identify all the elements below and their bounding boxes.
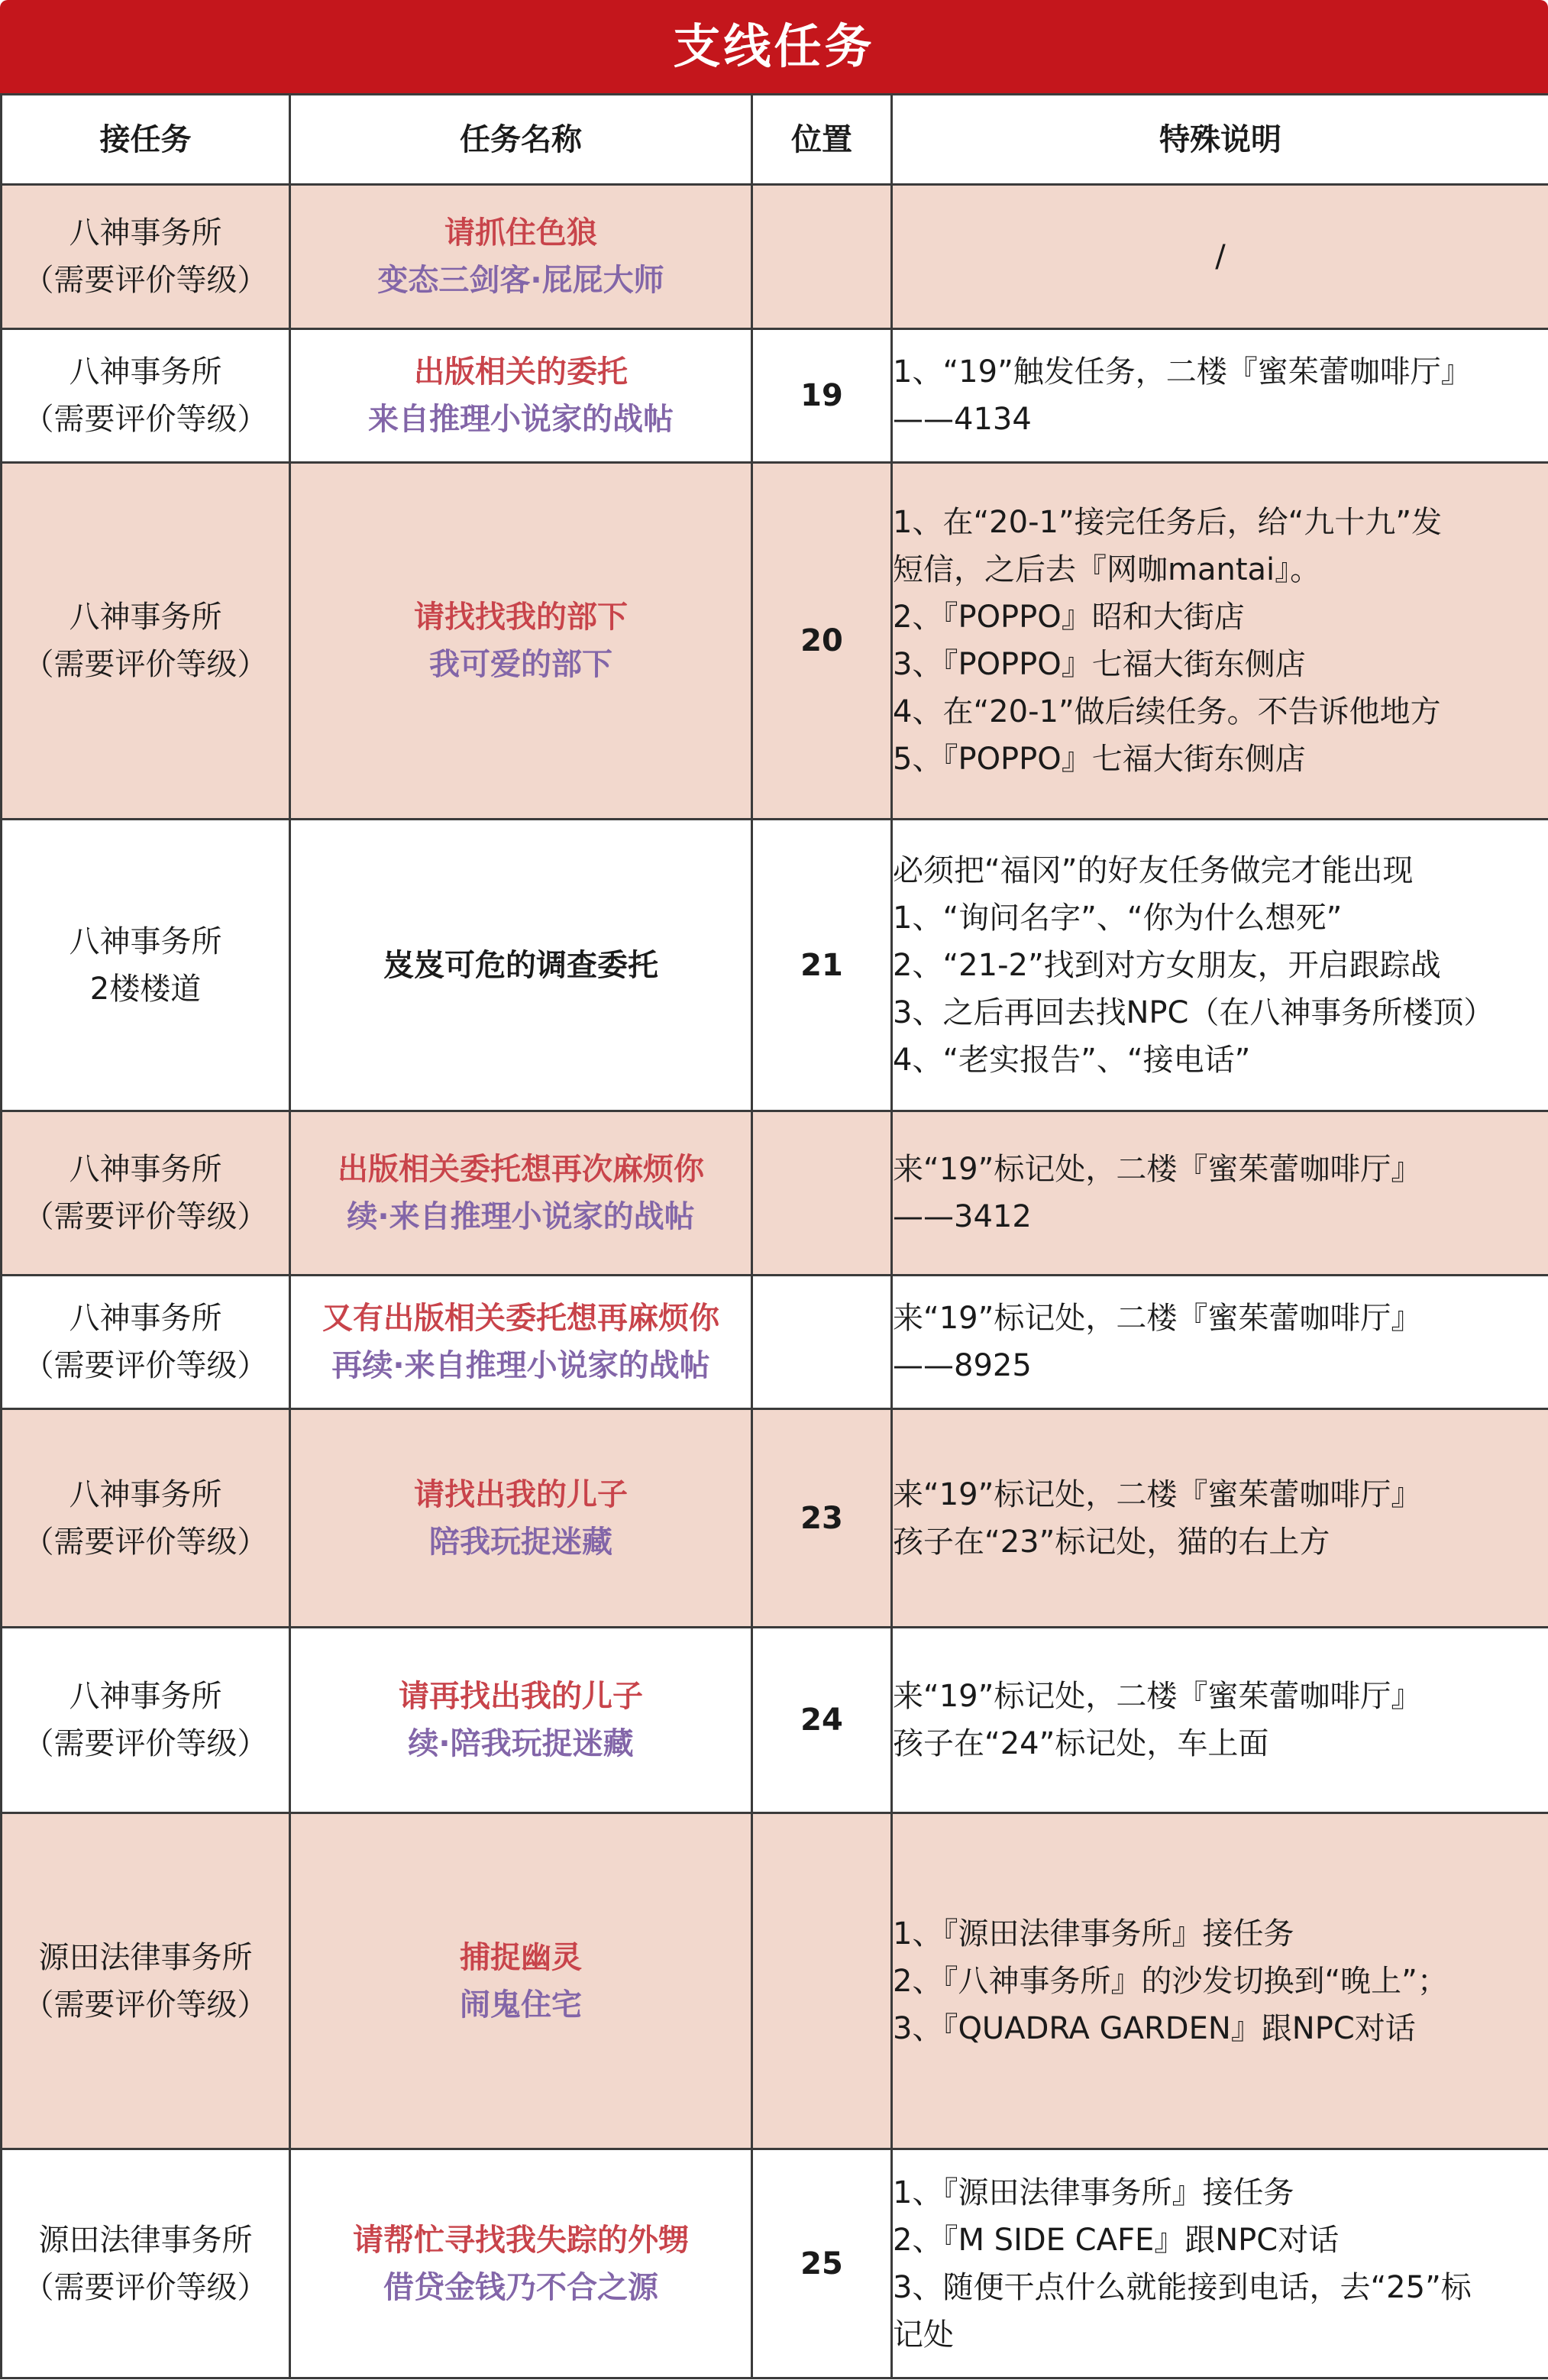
quest-giver: 八神事务所 (69, 1476, 222, 1512)
quest-giver: 八神事务所 (69, 923, 222, 959)
quest-notes-cell (892, 185, 1548, 329)
column-header-giver: 接任务 (2, 95, 290, 185)
quest-name: 请找找我的部下 (414, 600, 628, 635)
column-header-notes: 特殊说明 (892, 95, 1548, 185)
quest-giver-cell (2, 1276, 290, 1409)
quest-giver-note: （需要评价等级） (23, 2269, 268, 2305)
quest-name: 请抓住色狼 (444, 215, 597, 251)
quest-giver-cell (2, 185, 290, 329)
quest-table (0, 93, 1548, 2379)
quest-location (752, 1111, 892, 1276)
column-header-location: 位置 (752, 95, 892, 185)
quest-note: 来“19”标记处，二楼『蜜茱蕾咖啡厅』 (893, 1301, 1422, 1336)
quest-name: 请再找出我的儿子 (399, 1679, 643, 1714)
page-title: 支线任务 (0, 0, 1548, 93)
quest-giver-cell (2, 1628, 290, 1813)
quest-name: 岌岌可危的调查委托 (383, 947, 658, 983)
quest-note: 来“19”标记处，二楼『蜜茱蕾咖啡厅』 (893, 1476, 1422, 1512)
quest-name-cell (290, 463, 752, 820)
quest-note: 1、『源田法律事务所』接任务 (893, 1916, 1294, 1952)
quest-subtitle: 续·陪我玩捉迷藏 (408, 1726, 634, 1761)
table-row (2, 2149, 1548, 2378)
quest-location (752, 1813, 892, 2149)
quest-note: 4、“老实报告”、“接电话” (893, 1042, 1251, 1078)
quest-note: 来“19”标记处，二楼『蜜茱蕾咖啡厅』 (893, 1152, 1422, 1187)
quest-note: 2、『八神事务所』的沙发切换到“晚上”； (893, 1963, 1448, 1999)
quest-note: / (1215, 239, 1226, 274)
quest-giver: 八神事务所 (69, 1679, 222, 1714)
quest-location: 25 (752, 2149, 892, 2378)
table-header-row (2, 95, 1548, 185)
quest-notes-cell (892, 463, 1548, 820)
table-row (2, 463, 1548, 820)
quest-giver: 八神事务所 (69, 215, 222, 251)
quest-giver: 八神事务所 (69, 1301, 222, 1336)
quest-name: 请找出我的儿子 (414, 1476, 628, 1512)
quest-giver-note: （需要评价等级） (23, 1348, 268, 1383)
quest-note: 1、“询问名字”、“你为什么想死” (893, 900, 1343, 936)
quest-note: 2、“21-2”找到对方女朋友，开启跟踪战 (893, 947, 1441, 983)
quest-note: ——3412 (893, 1199, 1032, 1234)
quest-subtitle: 借贷金钱乃不合之源 (383, 2269, 658, 2305)
quest-notes-cell (892, 1628, 1548, 1813)
quest-location: 21 (752, 820, 892, 1111)
quest-name-cell (290, 1276, 752, 1409)
quest-note: 2、『POPPO』昭和大街店 (893, 600, 1245, 635)
table-row (2, 1813, 1548, 2149)
quest-giver-cell (2, 1409, 290, 1628)
quest-name-cell (290, 1813, 752, 2149)
table-row (2, 1409, 1548, 1628)
quest-note: 必须把“福冈”的好友任务做完才能出现 (893, 852, 1414, 888)
table-row (2, 185, 1548, 329)
quest-note: ——4134 (893, 402, 1032, 437)
quest-giver-note: （需要评价等级） (23, 263, 268, 298)
quest-note: 3、『POPPO』七福大街东侧店 (893, 647, 1306, 682)
quest-note: ——8925 (893, 1348, 1032, 1383)
quest-name-cell (290, 1628, 752, 1813)
quest-note: 5、『POPPO』七福大街东侧店 (893, 742, 1306, 777)
quest-subtitle: 续·来自推理小说家的战帖 (347, 1199, 695, 1234)
quest-note: 来“19”标记处，二楼『蜜茱蕾咖啡厅』 (893, 1679, 1422, 1714)
quest-note: 3、随便干点什么就能接到电话，去“25”标 (893, 2269, 1472, 2305)
quest-note: 记处 (893, 2317, 954, 2353)
quest-note: 3、『QUADRA GARDEN』跟NPC对话 (893, 2010, 1416, 2046)
quest-note: 3、之后再回去找NPC（在八神事务所楼顶） (893, 994, 1495, 1030)
quest-note: 4、在“20-1”做后续任务。不告诉他地方 (893, 694, 1441, 729)
quest-giver-cell (2, 329, 290, 463)
quest-location: 23 (752, 1409, 892, 1628)
quest-giver: 源田法律事务所 (38, 2222, 253, 2258)
quest-giver-note: （需要评价等级） (23, 1987, 268, 2023)
quest-name: 捕捉幽灵 (460, 1939, 582, 1975)
quest-name: 又有出版相关委托想再麻烦你 (322, 1301, 719, 1336)
quest-name: 请帮忙寻找我失踪的外甥 (353, 2222, 689, 2258)
quest-name: 出版相关委托想再次麻烦你 (338, 1152, 704, 1187)
quest-giver-note: （需要评价等级） (23, 1524, 268, 1560)
quest-notes-cell (892, 820, 1548, 1111)
quest-subtitle: 我可爱的部下 (429, 647, 612, 682)
quest-name-cell (290, 1409, 752, 1628)
quest-note: 1、在“20-1”接完任务后，给“九十九”发 (893, 505, 1443, 540)
quest-location: 19 (752, 329, 892, 463)
table-row (2, 1628, 1548, 1813)
quest-note: 孩子在“24”标记处，车上面 (893, 1726, 1269, 1761)
quest-giver: 八神事务所 (69, 1152, 222, 1187)
quest-notes-cell (892, 1111, 1548, 1276)
quest-note: 孩子在“23”标记处，猫的右上方 (893, 1524, 1330, 1560)
quest-name-cell (290, 185, 752, 329)
quest-note: 1、“19”触发任务，二楼『蜜茱蕾咖啡厅』 (893, 354, 1472, 390)
quest-notes-cell (892, 1409, 1548, 1628)
quest-giver-cell (2, 820, 290, 1111)
column-header-quest-name: 任务名称 (290, 95, 752, 185)
table-row (2, 820, 1548, 1111)
quest-notes-cell (892, 329, 1548, 463)
quest-name: 出版相关的委托 (414, 354, 628, 390)
quest-subtitle: 变态三剑客·屁屁大师 (377, 263, 664, 298)
table-row (2, 1276, 1548, 1409)
quest-location (752, 185, 892, 329)
quest-giver-note: （需要评价等级） (23, 402, 268, 437)
quest-note: 短信，之后去『网咖mantai』。 (893, 552, 1321, 587)
quest-giver-cell (2, 1813, 290, 2149)
quest-giver: 源田法律事务所 (38, 1939, 253, 1975)
quest-giver-cell (2, 463, 290, 820)
quest-subtitle: 来自推理小说家的战帖 (368, 402, 674, 437)
quest-giver-note: （需要评价等级） (23, 1726, 268, 1761)
quest-subtitle: 陪我玩捉迷藏 (429, 1524, 612, 1560)
quest-giver-note: （需要评价等级） (23, 1199, 268, 1234)
quest-note: 2、『M SIDE CAFE』跟NPC对话 (893, 2222, 1340, 2258)
quest-giver-note: （需要评价等级） (23, 647, 268, 682)
table-row (2, 329, 1548, 463)
table-row (2, 1111, 1548, 1276)
quest-name-cell (290, 2149, 752, 2378)
quest-location: 20 (752, 463, 892, 820)
quest-name-cell (290, 820, 752, 1111)
quest-name-cell (290, 329, 752, 463)
quest-giver-cell (2, 2149, 290, 2378)
quest-subtitle: 闹鬼住宅 (460, 1987, 582, 2023)
quest-giver: 八神事务所 (69, 354, 222, 390)
quest-giver-note: 2楼楼道 (89, 971, 202, 1007)
quest-name-cell (290, 1111, 752, 1276)
quest-giver: 八神事务所 (69, 600, 222, 635)
quest-notes-cell (892, 1813, 1548, 2149)
quest-notes-cell (892, 1276, 1548, 1409)
quest-subtitle: 再续·来自推理小说家的战帖 (331, 1348, 710, 1383)
quest-notes-cell (892, 2149, 1548, 2378)
quest-note: 1、『源田法律事务所』接任务 (893, 2175, 1294, 2210)
quest-location (752, 1276, 892, 1409)
quest-location: 24 (752, 1628, 892, 1813)
quest-giver-cell (2, 1111, 290, 1276)
